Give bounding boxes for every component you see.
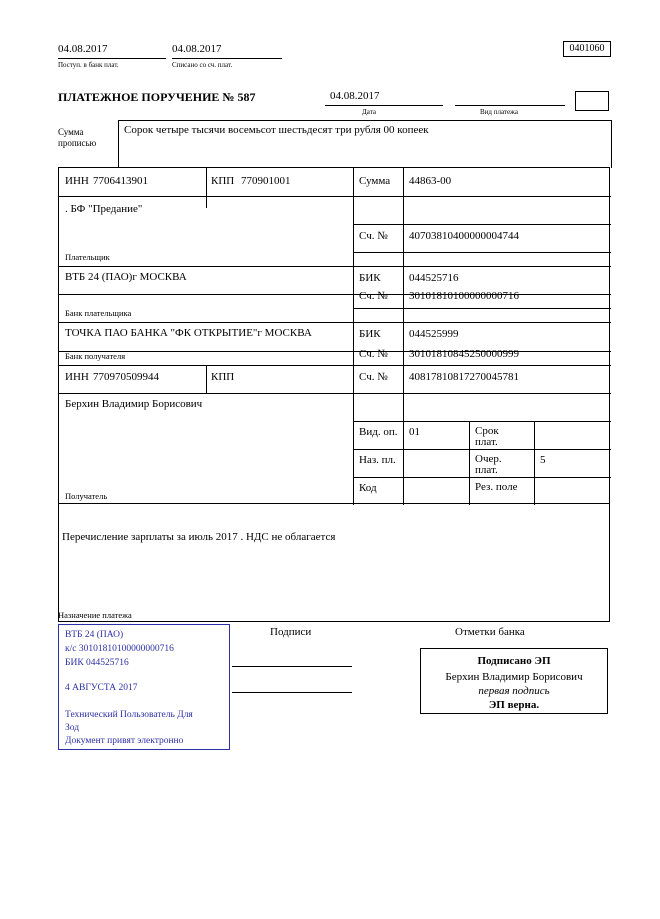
label-received-by-bank: Поступ. в банк плат. xyxy=(58,61,119,69)
amount-label: Сумма xyxy=(359,175,391,187)
payment-order-label: Очер. xyxy=(475,453,502,465)
date-debited-rule xyxy=(172,58,282,59)
payment-term-label-2: плат. xyxy=(475,436,498,448)
payment-order-value: 5 xyxy=(540,454,546,466)
line-right-amount xyxy=(353,224,611,225)
payer-bank-bik-label: БИК xyxy=(359,272,381,284)
stamp-line-3: БИК 044525716 xyxy=(65,658,129,668)
label-amount-words-2: прописью xyxy=(58,138,97,148)
payer-bank-account-label: Сч. № xyxy=(359,290,388,302)
operation-kind-label: Вид. оп. xyxy=(359,426,398,438)
payee-bank-bik-label: БИК xyxy=(359,328,381,340)
date-received-rule xyxy=(58,58,166,59)
label-payment-purpose: Назначение платежа xyxy=(58,610,132,620)
line-payer-block xyxy=(59,266,611,267)
stamp-line-1: ВТБ 24 (ПАО) xyxy=(65,630,124,640)
payment-purpose-text: Перечисление зарплаты за июль 2017 . НДС не облагается xyxy=(62,531,336,543)
label-payer-bank: Банк плательщика xyxy=(65,308,132,318)
label-amount-words-1: Сумма xyxy=(58,127,84,137)
payer-bank-account-value: 30101810100000000716 xyxy=(409,290,519,302)
label-payee-bank: Банк получателя xyxy=(65,351,126,361)
payee-bank-bik-value: 044525999 xyxy=(409,328,459,340)
operation-kind-value: 01 xyxy=(409,426,420,438)
line-after-payee-inn xyxy=(59,393,611,394)
reserve-field-label: Рез. поле xyxy=(475,481,518,493)
payment-kind-rule xyxy=(455,105,565,106)
label-date: Дата xyxy=(362,108,376,116)
ep-verified: ЭП верна. xyxy=(488,699,540,711)
line-after-payer-bank xyxy=(59,322,611,323)
divider-details-col2 xyxy=(534,421,535,505)
payee-bank-name: ТОЧКА ПАО БАНКА "ФК ОТКРЫТИЕ"г МОСКВА xyxy=(65,327,312,339)
line-payer-bank-acct xyxy=(353,308,611,309)
label-payment-kind: Вид платежа xyxy=(480,108,519,116)
amount-in-words: Сорок четыре тысячи восемьсот шестьдесят три рубля 00 копеек xyxy=(124,124,429,136)
stamp-line-6: Зод xyxy=(65,723,80,733)
line-after-inn-row xyxy=(59,196,611,197)
ep-signer-name: Берхин Владимир Борисович xyxy=(445,671,583,683)
form-code: 0401060 xyxy=(563,41,611,57)
line-right-account-top xyxy=(353,252,611,253)
signature-line-2 xyxy=(232,692,352,693)
line-details-top xyxy=(353,421,611,422)
stamp-line-5: Технический Пользователь Для xyxy=(65,710,193,720)
date-debited: 04.08.2017 xyxy=(172,43,222,55)
label-payee: Получатель xyxy=(65,491,108,501)
payment-term-label: Срок xyxy=(475,425,499,437)
signature-line-1 xyxy=(232,666,352,667)
bank-electronic-stamp xyxy=(58,624,230,750)
label-bank-marks: Отметки банка xyxy=(455,626,525,638)
stamp-line-4: 4 АВГУСТА 2017 xyxy=(65,683,138,693)
payer-kpp-label: КПП xyxy=(211,175,235,187)
payment-order-label-2: плат. xyxy=(475,464,498,476)
label-debited: Списано со сч. плат. xyxy=(172,61,233,69)
document-date-rule xyxy=(325,105,443,106)
ep-signer-role: первая подпись xyxy=(478,685,550,697)
payee-account-label: Сч. № xyxy=(359,371,388,383)
payee-kpp-label: КПП xyxy=(211,371,235,383)
payer-account-label: Сч. № xyxy=(359,230,388,242)
divider-left-right xyxy=(353,168,354,505)
ep-title: Подписано ЭП xyxy=(477,655,551,667)
payment-purpose-code-label: Наз. пл. xyxy=(359,454,396,466)
payee-bank-account-value: 30101810845250000999 xyxy=(409,348,519,360)
purpose-box xyxy=(58,504,610,622)
line-payer-bank xyxy=(59,294,611,295)
divider-payee-inn-kpp xyxy=(206,365,207,393)
payee-inn-value: 770970509944 xyxy=(93,371,159,383)
payer-name: . БФ "Предание" xyxy=(65,203,143,215)
line-details-row2 xyxy=(353,477,611,478)
payer-bank-name: ВТБ 24 (ПАО)г МОСКВА xyxy=(65,271,187,283)
amount-value: 44863-00 xyxy=(409,175,452,187)
payer-inn-label: ИНН xyxy=(65,175,89,187)
stamp-line-2: к/с 30101810100000000716 xyxy=(65,644,174,654)
divider-label-value xyxy=(403,168,404,505)
divider-details-col1 xyxy=(469,421,470,505)
divider-inn-kpp xyxy=(206,168,207,208)
line-after-payee-bank xyxy=(59,365,611,366)
payer-account-value: 40703810400000004744 xyxy=(409,230,519,242)
stamp-line-7: Документ привят электронно xyxy=(65,736,184,746)
code-label: Код xyxy=(359,482,377,494)
label-payer: Плательщик xyxy=(65,252,110,262)
electronic-signature-box xyxy=(420,648,608,714)
payment-details-table xyxy=(58,167,610,504)
page-title: ПЛАТЕЖНОЕ ПОРУЧЕНИЕ № 587 xyxy=(58,90,256,104)
date-received-by-bank: 04.08.2017 xyxy=(58,43,108,55)
payer-bank-bik-value: 044525716 xyxy=(409,272,459,284)
payee-inn-label: ИНН xyxy=(65,371,89,383)
document-date: 04.08.2017 xyxy=(330,90,380,102)
payment-kind-box xyxy=(575,91,609,111)
line-details-row1 xyxy=(353,449,611,450)
line-payee-bank xyxy=(59,351,611,352)
payer-kpp-value: 770901001 xyxy=(241,175,291,187)
label-signatures: Подписи xyxy=(270,626,312,638)
payee-name: Берхин Владимир Борисович xyxy=(65,398,203,410)
payee-bank-account-label: Сч. № xyxy=(359,348,388,360)
payer-inn-value: 7706413901 xyxy=(93,175,148,187)
payee-account-value: 40817810817270045781 xyxy=(409,371,519,383)
